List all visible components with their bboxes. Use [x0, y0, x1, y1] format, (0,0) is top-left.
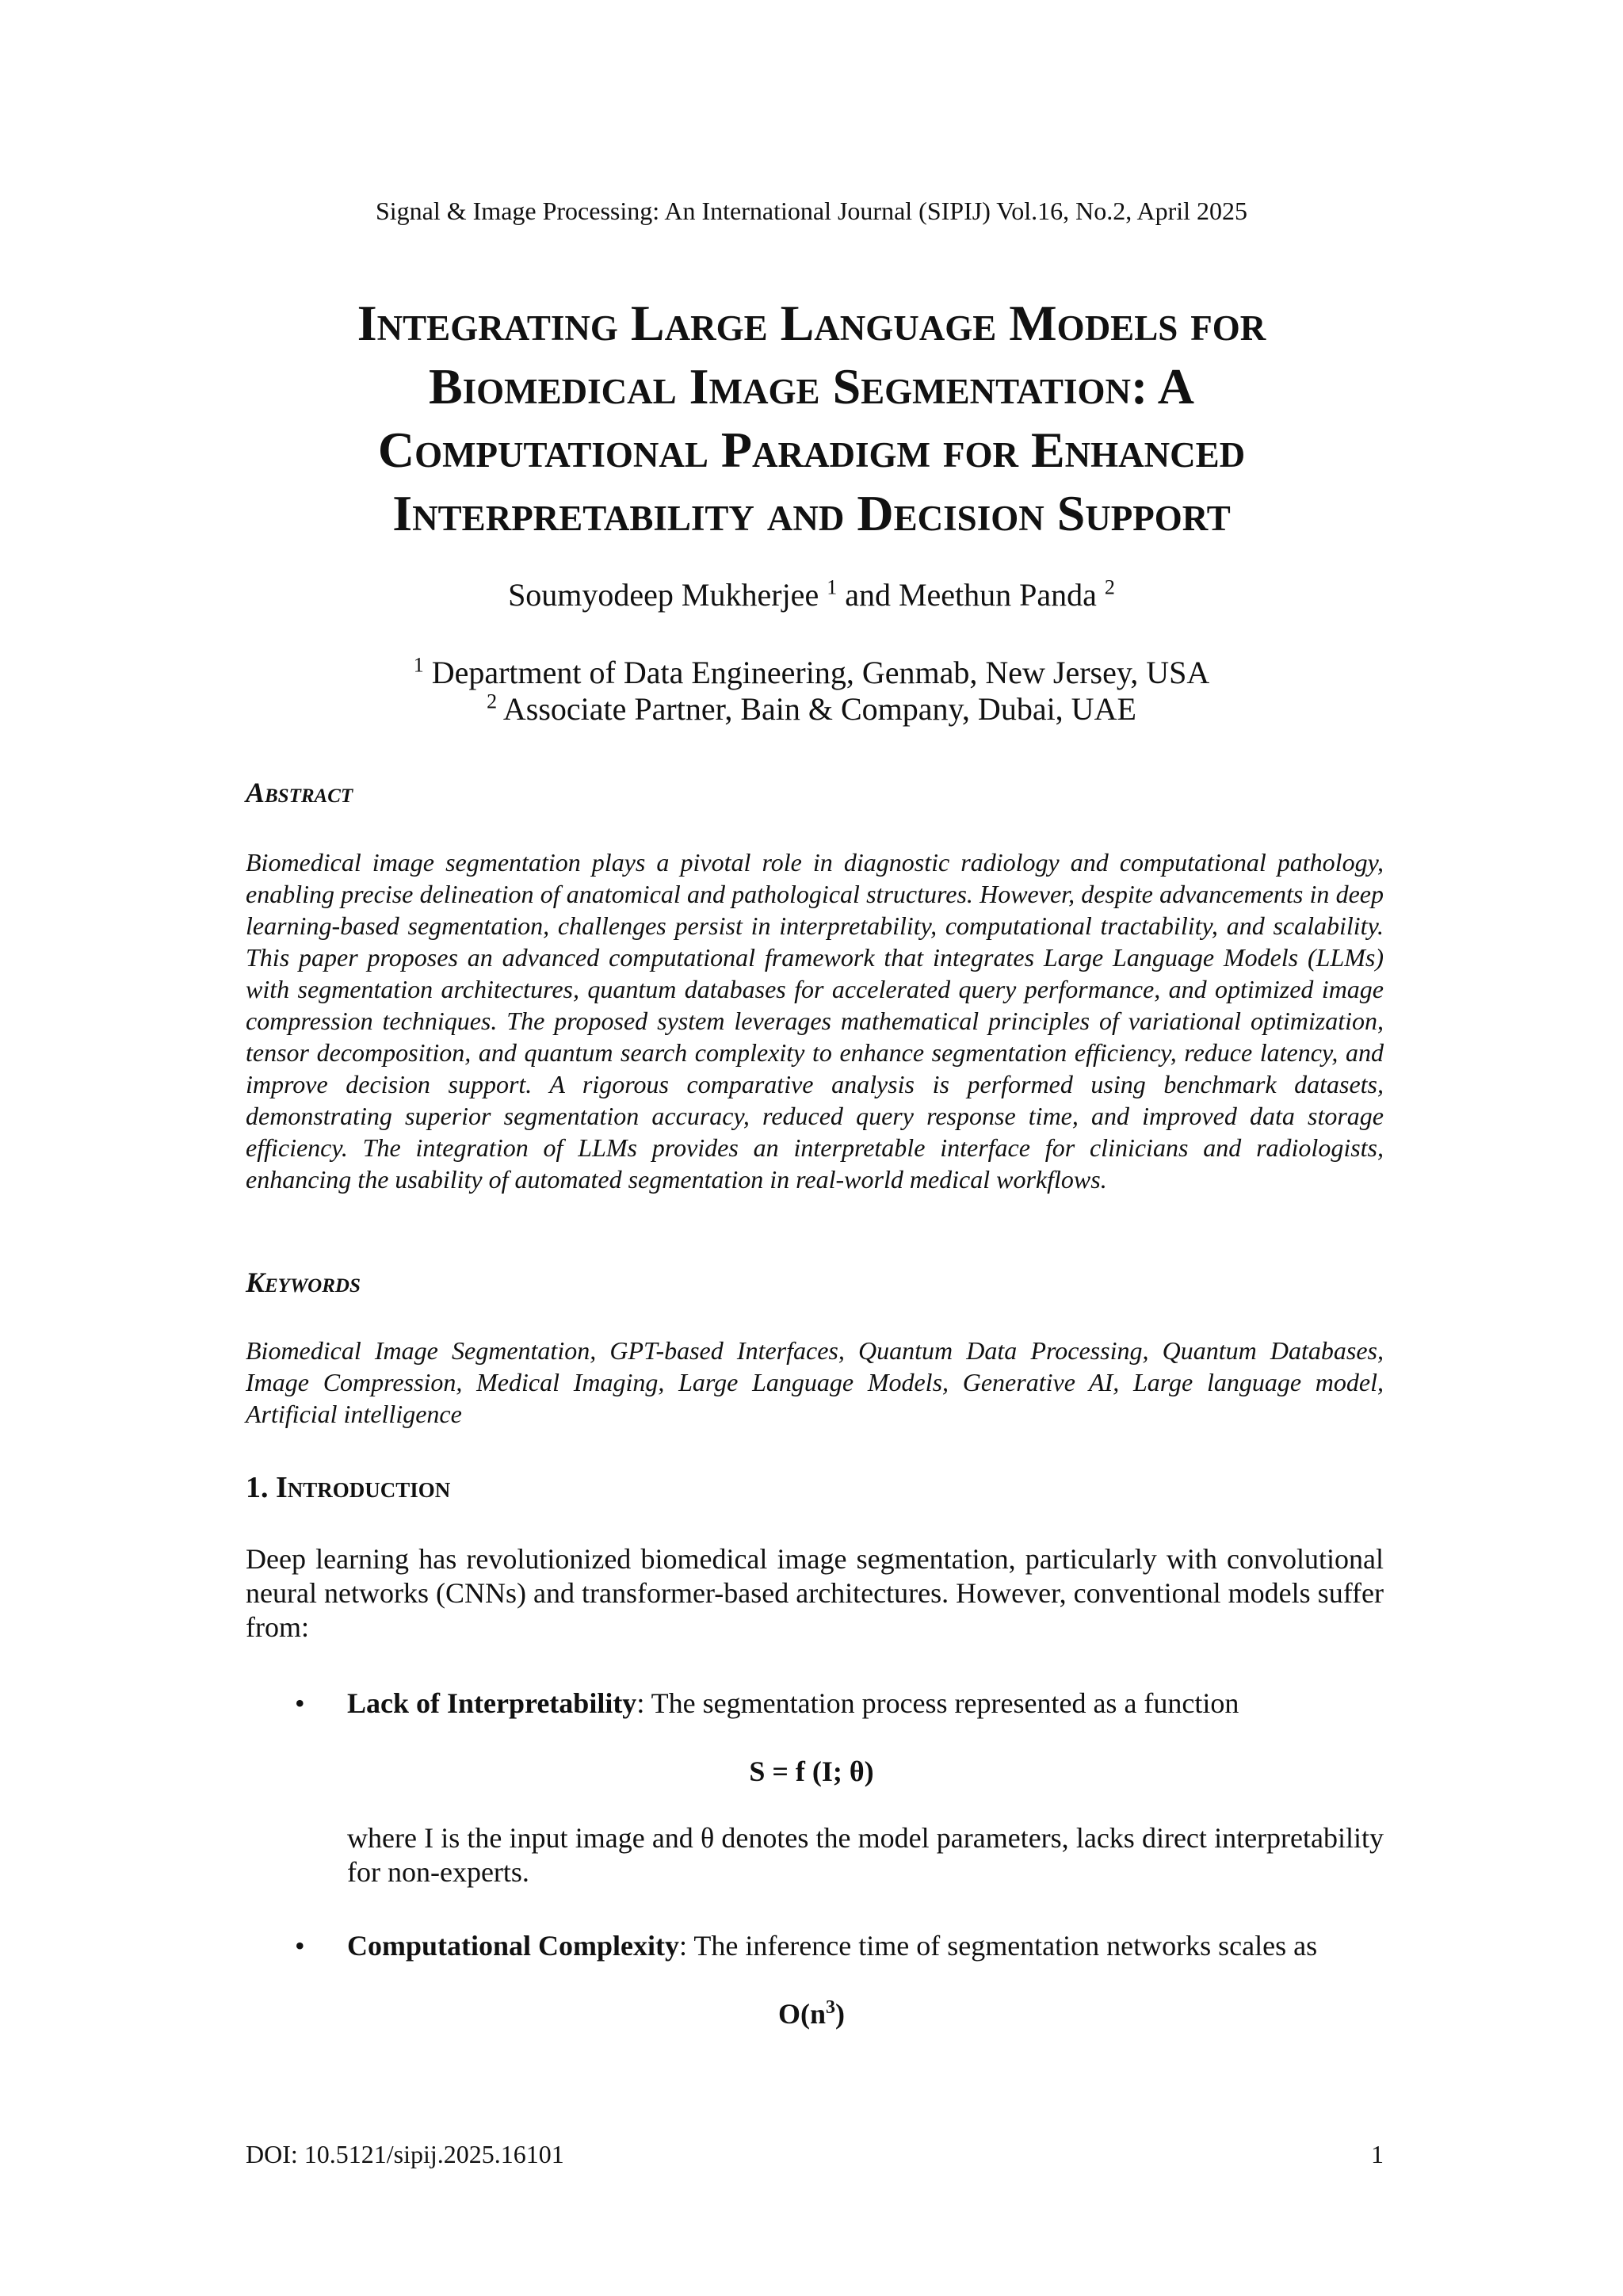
affiliation-1-text: Department of Data Engineering, Genmab, New Jersey, USA — [431, 655, 1210, 690]
page-number: 1 — [1371, 2140, 1384, 2168]
footer-doi: DOI: 10.5121/sipij.2025.16101 — [246, 2140, 564, 2168]
affiliation-1 — [0, 655, 1623, 691]
abstract-body: Biomedical image segmentation plays a pivotal role in diagnostic radiology and computational pathology, enabling precise delineation of anatomical and pathological structures. However, despite advancements in deep learning-based segmentation, challenges persist in interpretability, computational tractability, and scalability. This paper proposes an advanced computational framework that integrates Large Language Models (LLMs) with segmentation architectures, quantum databases for accelerated query performance, and optimized image compression techniques. The proposed system leverages mathematical principles of variational optimization, tensor decomposition, and quantum search complexity to enhance segmentation efficiency, reduce latency, and improve decision support. A rigorous comparative analysis is performed using benchmark datasets, demonstrating superior segmentation accuracy, reduced query response time, and improved data storage efficiency. The integration of LLMs provides an interpretable interface for clinicians and radiologists, enhancing the usability of automated segmentation in real-world medical workflows. — [246, 848, 1384, 1194]
bullet-interpretability-explanation: where I is the input image and θ denotes the model parameters, lacks direct interpretability for non-experts. — [347, 1822, 1384, 1888]
affiliation-1-sup: 1 — [413, 653, 424, 677]
bullet-interpretability-text — [347, 1687, 1384, 1721]
keywords-heading: Keywords — [246, 1266, 361, 1298]
bullet-interpretability-rest: : The segmentation process represented as a function — [636, 1687, 1239, 1719]
affiliation-2-sup: 2 — [487, 690, 498, 713]
author-connector: and — [845, 577, 891, 613]
paper-title — [158, 292, 1465, 545]
title-line-4: Interpretability and Decision Support — [392, 485, 1231, 541]
equation-complexity-exponent: 3 — [826, 1997, 835, 2018]
bullet-dot-icon: • — [295, 1930, 305, 1962]
author-1-sup: 1 — [827, 575, 838, 599]
author-list — [0, 575, 1623, 615]
title-line-1: Integrating Large Language Models for — [357, 295, 1266, 351]
bullet-dot-icon: • — [295, 1687, 305, 1719]
affiliation-2 — [0, 691, 1623, 728]
affiliation-2-text: Associate Partner, Bain & Company, Dubai, UAE — [502, 691, 1136, 727]
affiliations — [0, 655, 1623, 728]
bullet-complexity-term: Computational Complexity — [347, 1930, 680, 1962]
equation-segmentation-function: S = f (I; θ) — [749, 1755, 874, 1787]
bullet-complexity-rest: : The inference time of segmentation networks scales as — [679, 1930, 1318, 1962]
journal-header: Signal & Image Processing: An International Journal (SIPIJ) Vol.16, No.2, April 2025 — [375, 197, 1248, 225]
bullet-complexity-text — [347, 1929, 1384, 1963]
introduction-heading: 1. Introduction — [246, 1471, 451, 1504]
title-line-2: Biomedical Image Segmentation: A — [428, 358, 1195, 415]
title-line-3: Computational Paradigm for Enhanced — [377, 422, 1246, 478]
author-2-name: Meethun Panda — [898, 577, 1097, 613]
author-1-name: Soumyodeep Mukherjee — [508, 577, 819, 613]
bullet-interpretability-term: Lack of Interpretability — [347, 1687, 637, 1719]
keywords-body: Biomedical Image Segmentation, GPT-based Interfaces, Quantum Data Processing, Quantum Databases, Image Compression, Medical Imaging, Large Language Models, Generative AI, Large language model, Artificial intelligence — [246, 1336, 1384, 1428]
author-2-sup: 2 — [1104, 575, 1115, 599]
abstract-heading: Abstract — [246, 777, 353, 808]
equation-complexity — [0, 1997, 1623, 2031]
equation-complexity-close: ) — [835, 1998, 845, 2030]
equation-complexity-base: O(n — [777, 1998, 826, 2030]
introduction-paragraph: Deep learning has revolutionized biomedical image segmentation, particularly with convolutional neural networks (CNNs) and transformer-based architectures. However, conventional models suffer from: — [246, 1543, 1384, 1643]
